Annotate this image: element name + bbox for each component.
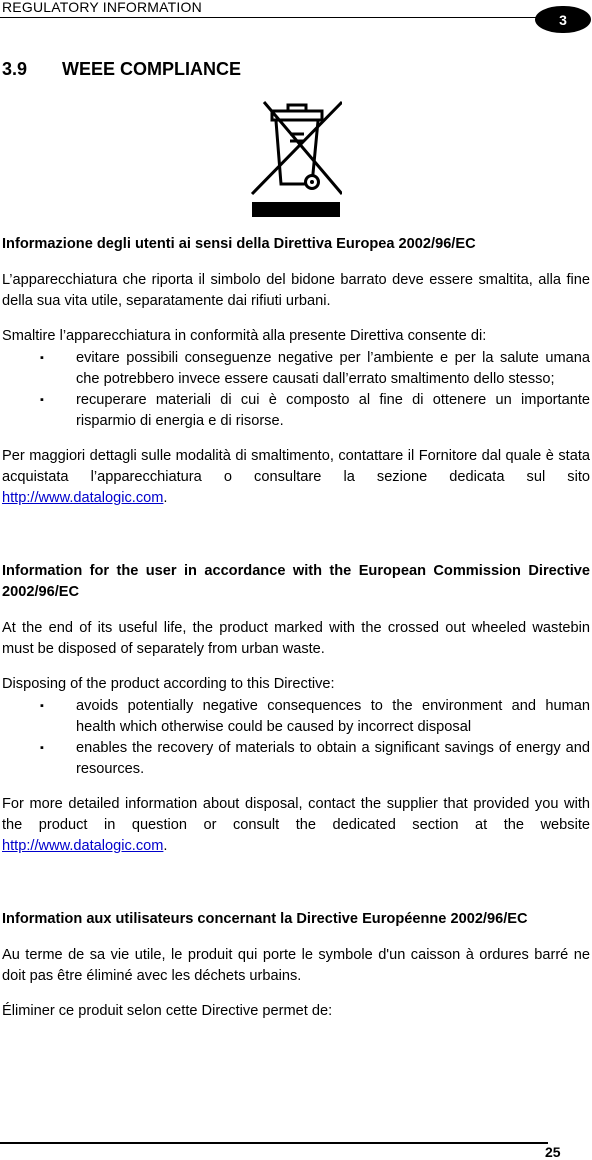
italian-paragraph-3: Per maggiori dettagli sulle modalità di smaltimento, contattare il Fornitore dal quale è stata acquistata l’apparecchiatura o consultare la sezione dedicata sul sito http://www.datalogic.com. — [2, 448, 590, 506]
list-item: ▪ evitare possibili conseguenze negative per l’ambiente e per la salute umana che potrebbero invece essere causati dall’errato smaltimento dello stesso; — [40, 350, 590, 387]
section-title-text: WEEE COMPLIANCE — [62, 59, 242, 79]
bullet-icon: ▪ — [40, 394, 44, 406]
italian-bullet-list — [2, 348, 590, 432]
footer-rule — [0, 1142, 548, 1144]
datalogic-link[interactable]: http://www.datalogic.com — [2, 490, 164, 506]
bullet-icon: ▪ — [40, 352, 44, 364]
italian-paragraph-2: Smaltire l’apparecchiatura in conformità alla presente Direttiva consente di: — [2, 328, 487, 344]
english-paragraph-1: At the end of its useful life, the product marked with the crossed out wheeled wastebin must be disposed of separately from urban waste. — [2, 620, 590, 657]
french-paragraph-1: Au terme de sa vie utile, le produit qui porte le symbole d'un caisson à ordures barré ne doit pas être éliminé avec les déchets urbains. — [2, 947, 590, 984]
french-heading: Information aux utilisateurs concernant la Directive Européenne 2002/96/EC — [2, 911, 528, 927]
section-gap — [2, 523, 590, 561]
chapter-badge: 3 — [535, 6, 591, 33]
list-item: ▪ enables the recovery of materials to obtain a significant savings of energy and resources. — [40, 740, 590, 777]
page-number: 25 — [545, 1144, 561, 1160]
english-bullet-list — [2, 696, 590, 780]
crossed-out-wheeled-bin-icon — [250, 98, 342, 218]
header-title: REGULATORY INFORMATION — [2, 0, 202, 15]
section-title — [2, 59, 241, 80]
bullet-icon: ▪ — [40, 742, 44, 754]
italian-paragraph-1: L’apparecchiatura che riporta il simbolo del bidone barrato deve essere smaltita, alla fine della sua vita utile, separatamente dai rifiuti urbani. — [2, 272, 590, 309]
datalogic-link[interactable]: http://www.datalogic.com — [2, 838, 164, 854]
section-gap — [2, 871, 590, 909]
english-paragraph-3: For more detailed information about disposal, contact the supplier that provided you with the product in question or consult the dedicated section at the website http://www.datalogic.com. — [2, 796, 590, 854]
italian-heading: Informazione degli utenti ai sensi della Direttiva Europea 2002/96/EC — [2, 236, 476, 252]
list-item: ▪ recuperare materiali di cui è composto al fine di ottenere un importante risparmio di energia e di risorse. — [40, 392, 590, 429]
bullet-icon: ▪ — [40, 700, 44, 712]
section-number: 3.9 — [2, 59, 28, 79]
english-heading: Information for the user in accordance with the European Commission Directive 2002/96/EC — [2, 563, 590, 600]
document-body — [2, 234, 590, 1036]
header-rule — [0, 17, 550, 18]
french-paragraph-2: Éliminer ce produit selon cette Directive permet de: — [2, 1003, 333, 1019]
english-paragraph-2: Disposing of the product according to this Directive: — [2, 676, 335, 692]
list-item: ▪ avoids potentially negative consequences to the environment and human health which otherwise could be caused by incorrect disposal — [40, 698, 590, 735]
